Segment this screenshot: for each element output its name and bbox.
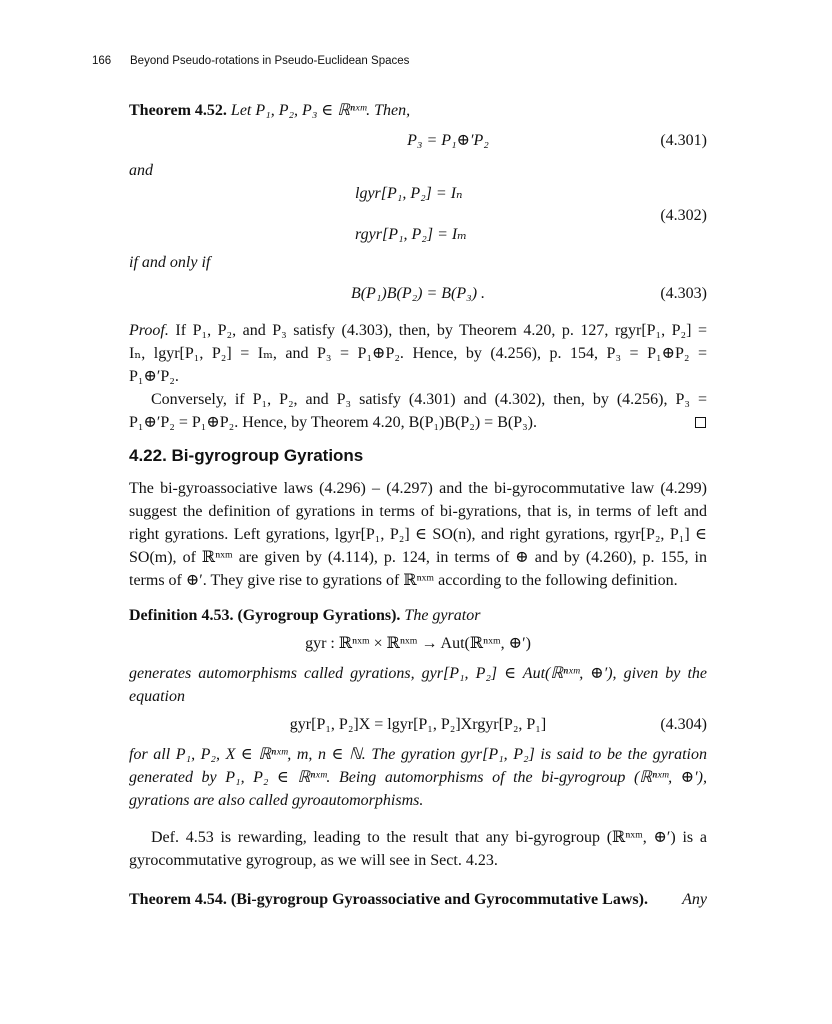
connective-iff: if and only if: [129, 254, 211, 271]
definition-line-c: for all P₁, P₂, X ∈ ℝⁿˣᵐ, m, n ∈ ℕ. The gyration gyr[P₁, P₂] is said to be the gyration: [129, 746, 707, 763]
equation-4-304: [129, 714, 707, 736]
definition-line-a: generates automorphisms called gyrations, gyr[P₁, P₂] ∈ Aut(ℝⁿˣᵐ, ⊕′), given by the: [129, 665, 707, 682]
equation-body: B(P₁)B(P₂) = B(P₃) .: [350, 285, 486, 302]
remark-line-2: gyrocommutative gyrogroup, as we will see in Sect. 4.23.: [129, 852, 498, 869]
proof-line-1: [129, 320, 707, 343]
equation-number: (4.301): [660, 132, 707, 149]
gyrator-equation: [129, 633, 707, 655]
section-para-line-4: SO(m), of ℝⁿˣᵐ are given by (4.114), p. 124, in terms of ⊕ and by (4.260), p. 155, in: [129, 549, 707, 566]
equation-body: P₃ = P₁⊕′P₂: [407, 132, 489, 149]
theorem-intro: Let P₁, P₂, P₃ ∈ ℝⁿˣᵐ. Then,: [230, 102, 411, 119]
section-para-line-1: The bi-gyroassociative laws (4.296) – (4.297) and the bi-gyrocommutative law (4.299): [129, 480, 707, 497]
section-para-line-2: suggest the definition of gyrations in terms of bi-gyrations, that is, in terms of left and: [129, 503, 707, 520]
section-heading: 4.22. Bi-gyrogroup Gyrations: [129, 446, 364, 465]
proof-label: Proof.: [129, 322, 169, 339]
theorem-tail: Any: [682, 891, 707, 908]
definition-label: Definition 4.53. (Gyrogroup Gyrations).: [129, 607, 401, 624]
proof-line-5: P₁⊕′P₂ = P₁⊕P₂. Hence, by Theorem 4.20, B(P₁)B(P₂) = B(P₃).: [129, 414, 537, 431]
theorem-454-heading: [129, 889, 707, 912]
section-para-line-5: terms of ⊕′. They give rise to gyrations of ℝⁿˣᵐ according to the following definition.: [129, 572, 678, 589]
equation-number-4-302: (4.302): [660, 207, 707, 224]
proof-text: If P₁, P₂, and P₃ satisfy (4.303), then, by Theorem 4.20, p. 127, rgyr[P₁, P₂] =: [175, 322, 708, 339]
theorem-label: Theorem 4.52.: [129, 102, 227, 119]
equation-4-302b: rgyr[P₁, P₂] = Iₘ: [355, 226, 468, 243]
proof-line-3: P₁⊕′P₂.: [129, 368, 179, 385]
equation-number: (4.304): [660, 716, 707, 733]
equation-4-302a: lgyr[P₁, P₂] = Iₙ: [355, 185, 463, 202]
remark-line-1: Def. 4.53 is rewarding, leading to the result that any bi-gyrogroup (ℝⁿˣᵐ, ⊕′) is a: [151, 829, 707, 846]
running-header: [92, 55, 742, 67]
definition-453-heading: [129, 605, 707, 628]
equation-body: gyr : ℝⁿˣᵐ × ℝⁿˣᵐ → Aut(ℝⁿˣᵐ, ⊕′): [305, 635, 531, 652]
qed-square-icon: [695, 417, 706, 428]
theorem-452-statement: [129, 100, 707, 123]
definition-line-b: equation: [129, 688, 185, 705]
page-number: 166: [92, 55, 112, 67]
section-para-line-3: right gyrations. Left gyrations, lgyr[P₁, P₂] ∈ SO(n), and right gyrations, rgyr[P₂, P₁] ∈: [129, 526, 707, 543]
equation-number: (4.303): [660, 285, 707, 302]
proof-line-4: Conversely, if P₁, P₂, and P₃ satisfy (4.301) and (4.302), then, by (4.256), P₃ =: [151, 391, 707, 408]
definition-intro: The gyrator: [404, 607, 481, 624]
theorem-label: Theorem 4.54. (Bi-gyrogroup Gyroassociative and Gyrocommutative Laws).: [129, 891, 648, 908]
definition-line-e: gyrations are also called gyroautomorphisms.: [129, 792, 424, 809]
equation-4-303: [129, 283, 707, 305]
running-title: Beyond Pseudo-rotations in Pseudo-Euclidean Spaces: [130, 55, 410, 67]
connective-and: and: [129, 162, 153, 179]
equation-body: gyr[P₁, P₂]X = lgyr[P₁, P₂]Xrgyr[P₂, P₁]: [289, 716, 547, 733]
equation-4-301: [129, 130, 707, 152]
proof-line-2: Iₙ, lgyr[P₁, P₂] = Iₘ, and P₃ = P₁⊕P₂. Hence, by (4.256), p. 154, P₃ = P₁⊕P₂ =: [129, 345, 707, 362]
definition-line-d: generated by P₁, P₂ ∈ ℝⁿˣᵐ. Being automorphisms of the bi-gyrogroup (ℝⁿˣᵐ, ⊕′),: [129, 769, 707, 786]
